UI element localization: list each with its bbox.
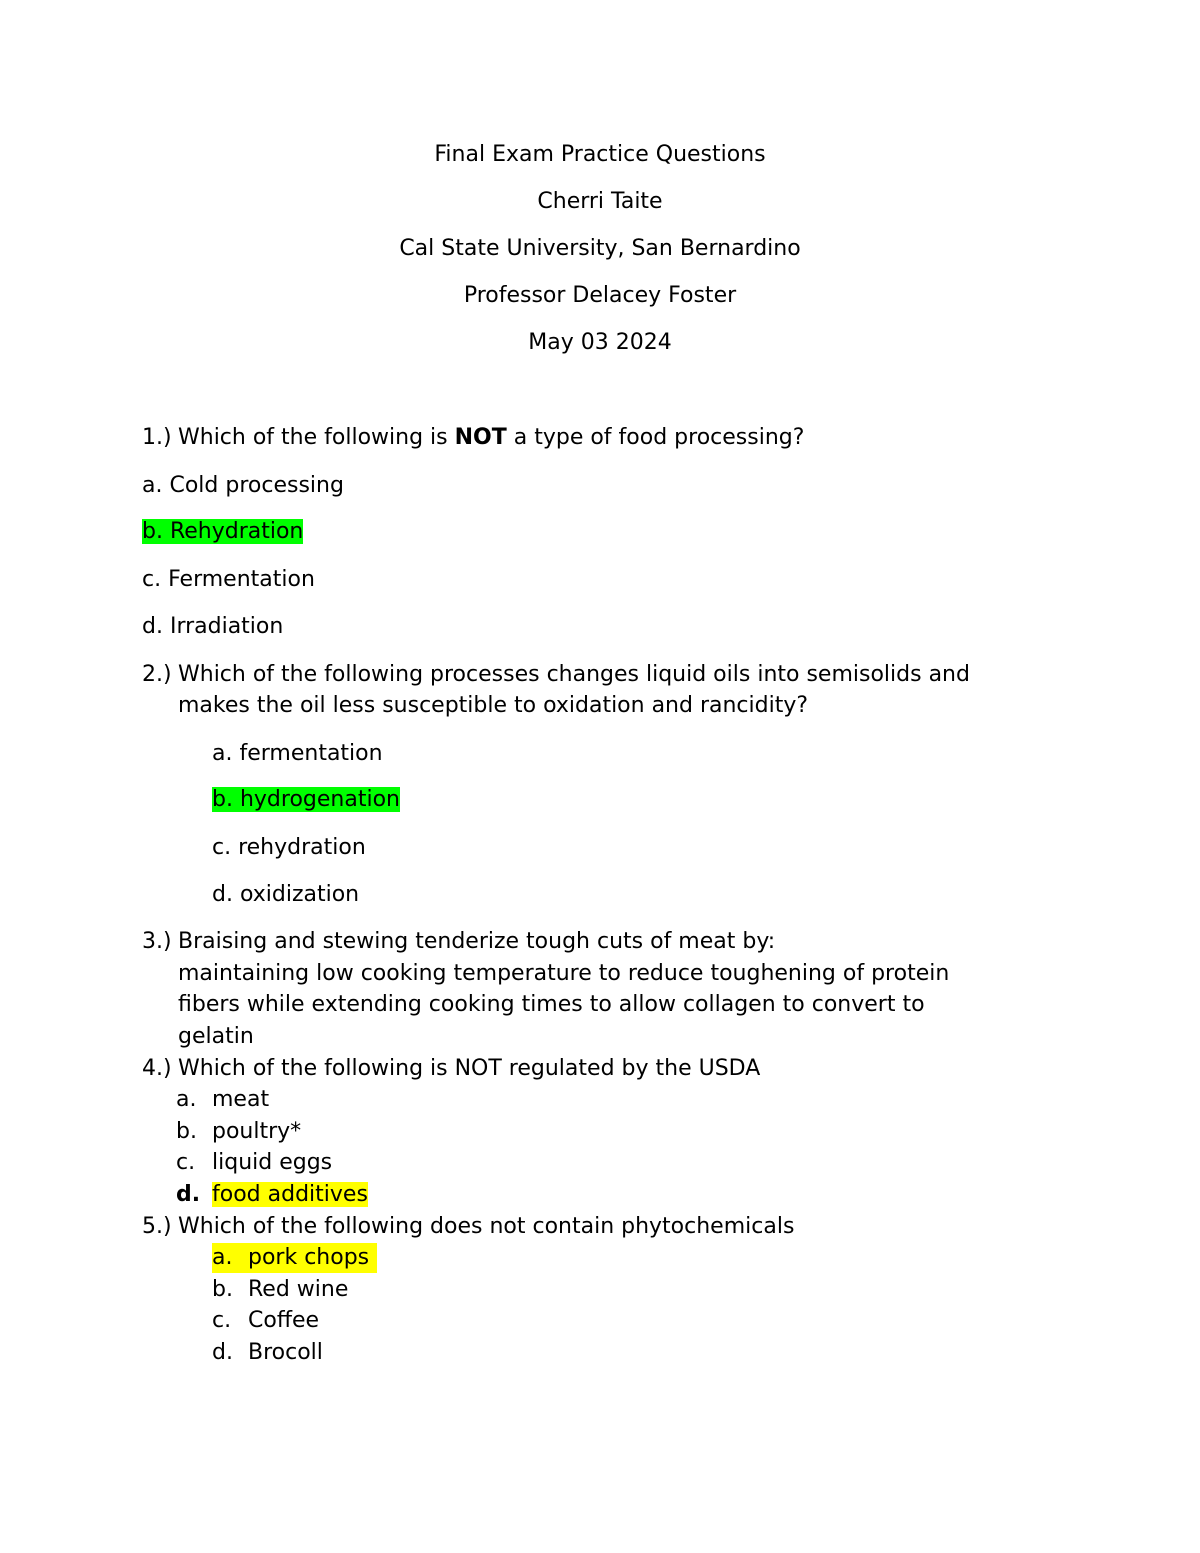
question-5-text: Which of the following does not contain phytochemicals bbox=[178, 1214, 795, 1239]
question-5-option-b-text: Red wine bbox=[248, 1277, 349, 1302]
question-3-answer-line-1: maintaining low cooking temperature to reduce toughening of protein bbox=[178, 961, 950, 986]
question-4-option-d bbox=[212, 1180, 368, 1210]
question-1-text-before: Which of the following is bbox=[178, 425, 455, 450]
question-2-option-d: d. oxidization bbox=[212, 882, 360, 907]
question-5-option-b-letter: b. bbox=[212, 1277, 233, 1302]
question-3-answer-line-2: fibers while extending cooking times to allow collagen to convert to bbox=[178, 992, 925, 1017]
question-2-number: 2.) bbox=[142, 662, 172, 687]
question-4-option-d-letter: d. bbox=[176, 1182, 201, 1207]
question-5-number: 5.) bbox=[142, 1214, 172, 1239]
question-1-option-d: d. Irradiation bbox=[142, 614, 284, 639]
question-1-number: 1.) bbox=[142, 425, 172, 450]
question-5-answer-highlight: pork chops bbox=[248, 1245, 370, 1270]
question-4-answer-highlight: food additives bbox=[212, 1182, 368, 1207]
question-1-emphasis: NOT bbox=[454, 425, 507, 450]
question-2-line-2: makes the oil less susceptible to oxidation and rancidity? bbox=[178, 693, 809, 718]
question-1-option-a: a. Cold processing bbox=[142, 473, 344, 498]
institution-name: Cal State University, San Bernardino bbox=[399, 236, 801, 261]
question-4-option-a-letter: a. bbox=[176, 1087, 197, 1112]
question-4-option-a-text: meat bbox=[212, 1087, 270, 1112]
question-4-number: 4.) bbox=[142, 1056, 172, 1081]
question-4-option-b-letter: b. bbox=[176, 1119, 197, 1144]
question-2-option-c: c. rehydration bbox=[212, 835, 366, 860]
question-2-option-b bbox=[212, 785, 400, 815]
question-1-text bbox=[178, 423, 804, 453]
question-4-option-c-letter: c. bbox=[176, 1150, 196, 1175]
document-date: May 03 2024 bbox=[528, 330, 672, 355]
question-3-answer-line-3: gelatin bbox=[178, 1024, 254, 1049]
question-3-number: 3.) bbox=[142, 929, 172, 954]
question-5-option-d-letter: d. bbox=[212, 1340, 233, 1365]
question-5-option-a-letter: a. bbox=[212, 1245, 233, 1270]
question-3-text: Braising and stewing tenderize tough cuts of meat by: bbox=[178, 929, 776, 954]
question-1-text-after: a type of food processing? bbox=[506, 425, 805, 450]
question-2-line-1: Which of the following processes changes liquid oils into semisolids and bbox=[178, 662, 970, 687]
question-2-option-a: a. fermentation bbox=[212, 741, 383, 766]
question-5-option-d-text: Brocoll bbox=[248, 1340, 323, 1365]
question-4-text: Which of the following is NOT regulated by the USDA bbox=[178, 1056, 761, 1081]
question-4-option-b-text: poultry* bbox=[212, 1119, 302, 1144]
question-1-option-c: c. Fermentation bbox=[142, 567, 315, 592]
question-4-option-c-text: liquid eggs bbox=[212, 1150, 333, 1175]
question-5-option-c-text: Coffee bbox=[248, 1308, 320, 1333]
author-name: Cherri Taite bbox=[537, 189, 663, 214]
question-1-answer-highlight: b. Rehydration bbox=[142, 519, 304, 544]
question-5-option-c-letter: c. bbox=[212, 1308, 232, 1333]
document-title: Final Exam Practice Questions bbox=[434, 142, 766, 167]
question-2-answer-highlight: b. hydrogenation bbox=[212, 787, 400, 812]
question-1-option-b bbox=[142, 517, 303, 547]
question-5-option-a bbox=[212, 1243, 377, 1273]
professor-name: Professor Delacey Foster bbox=[463, 283, 737, 308]
